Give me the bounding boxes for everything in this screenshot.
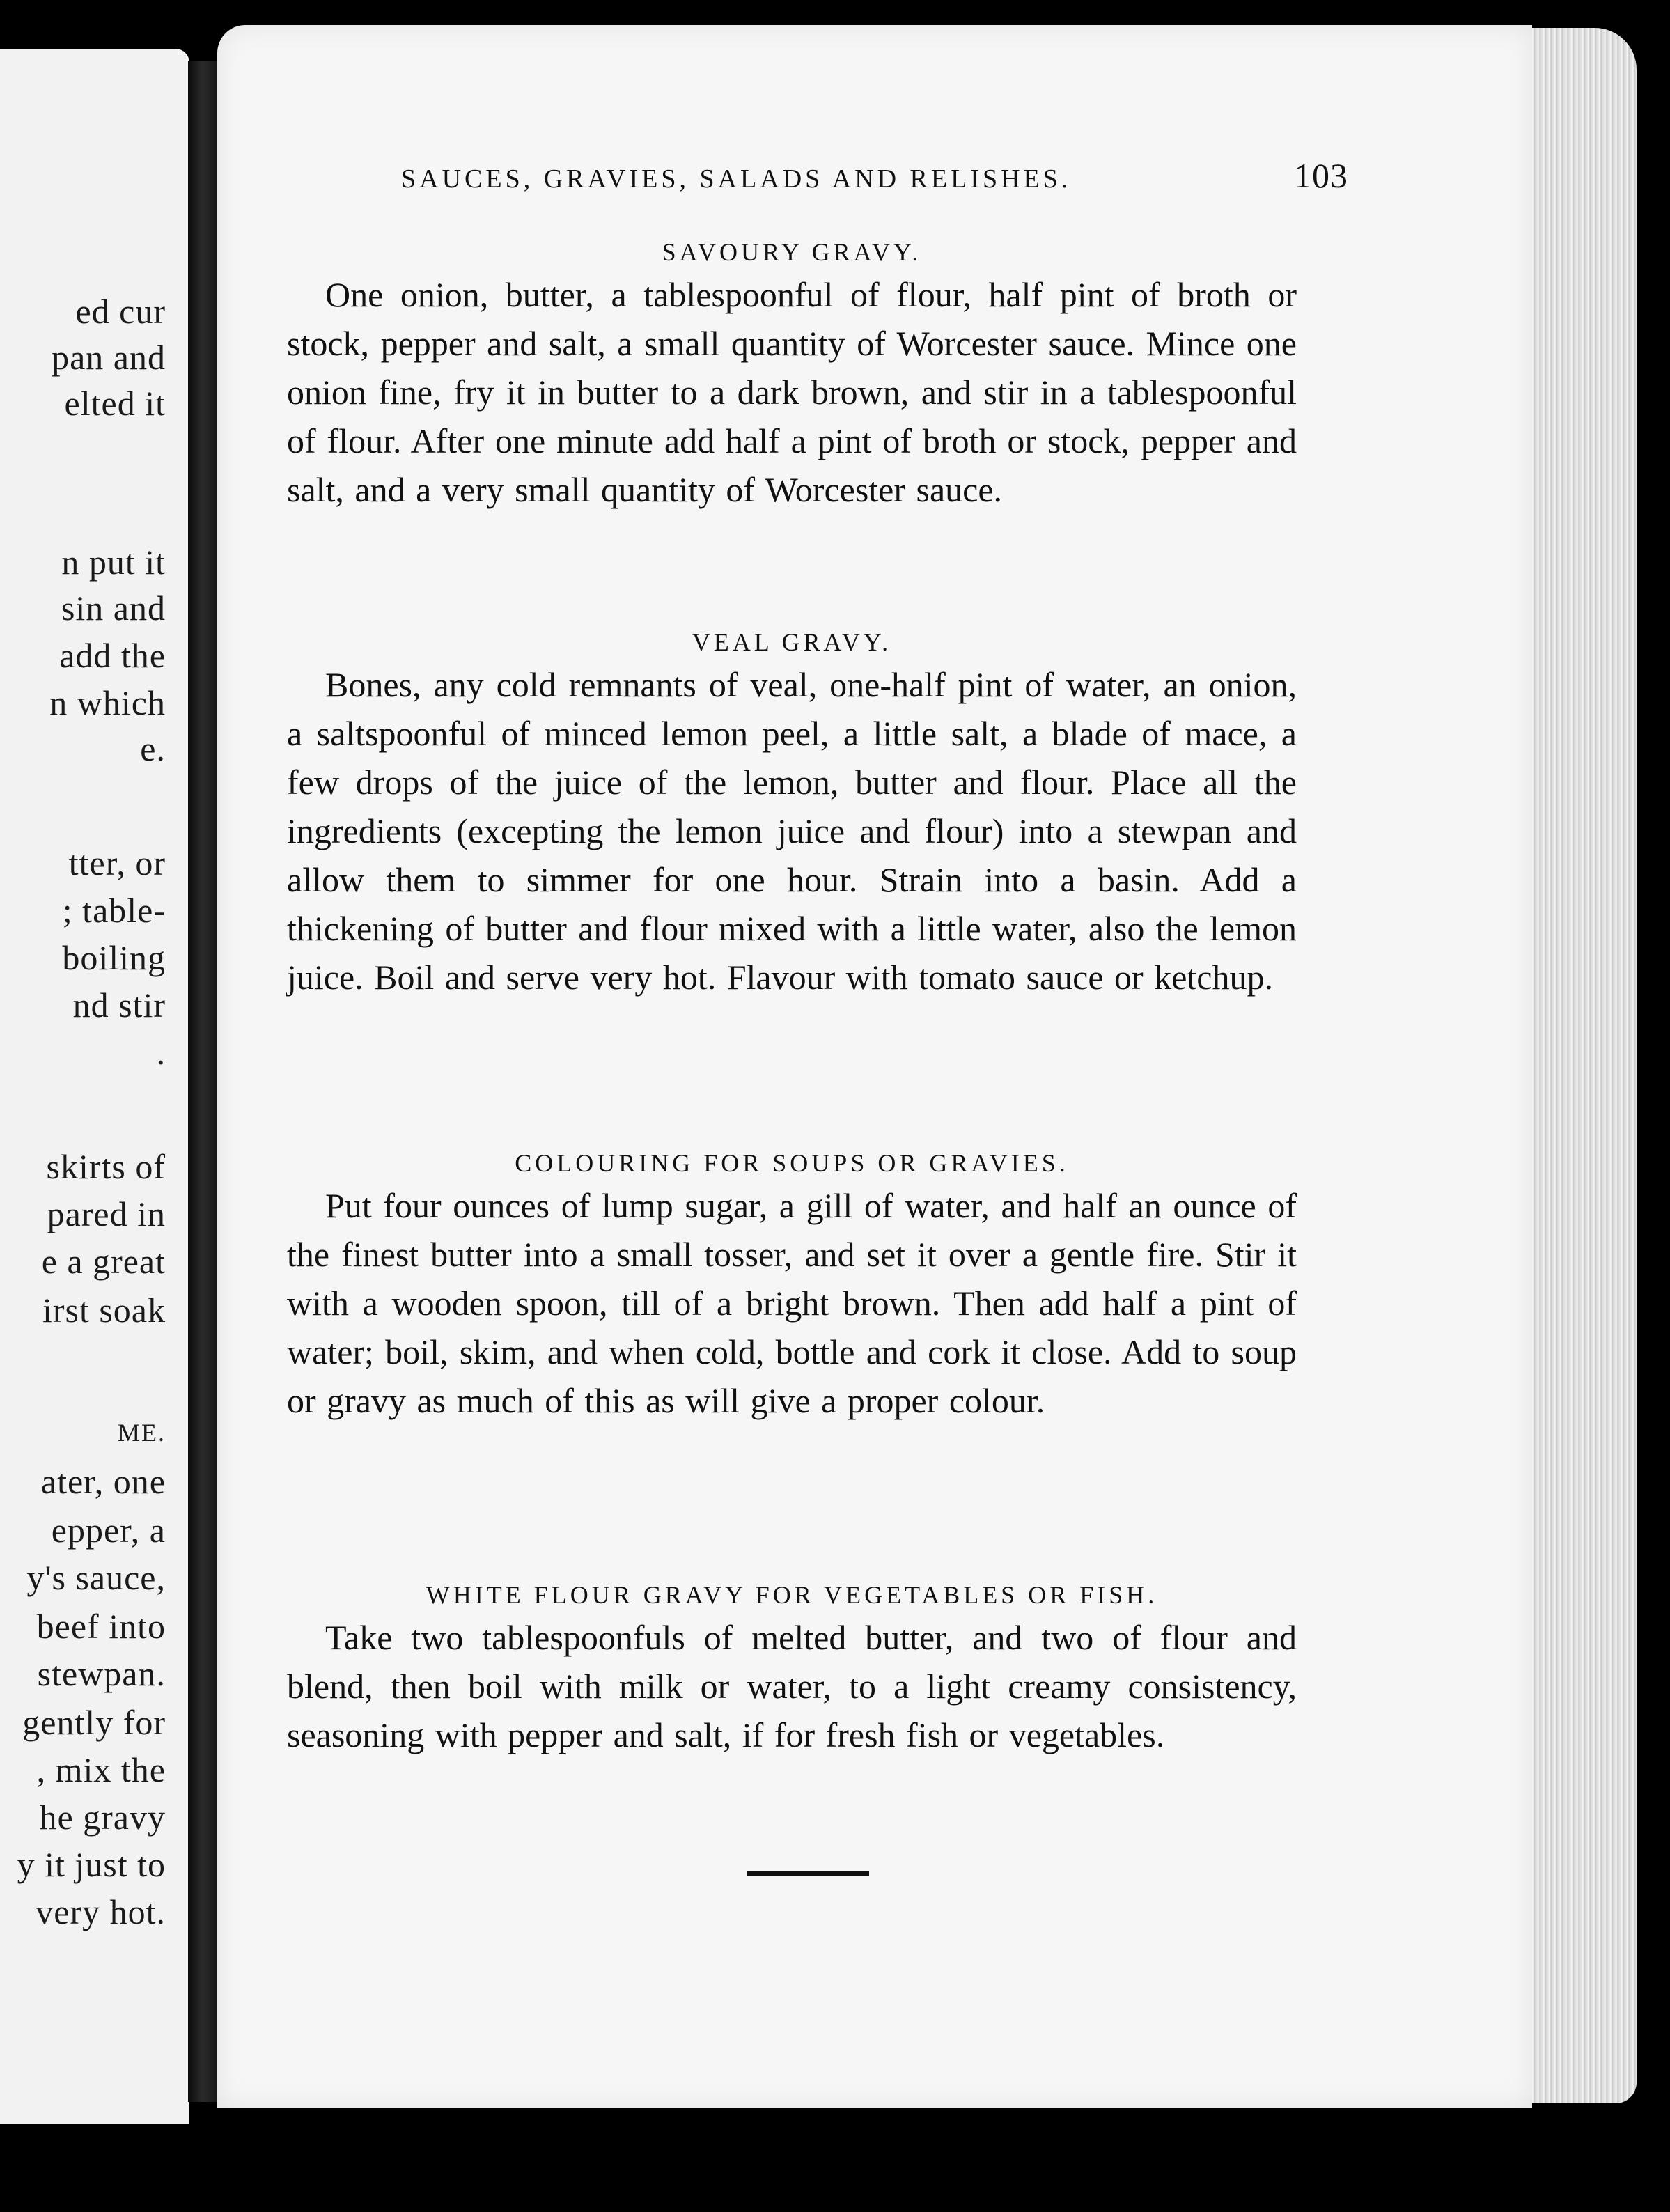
left-page-line: y it just to (17, 1845, 166, 1884)
recipe-body: Take two tablespoonfuls of melted butter, and two of flour and blend, then boil with milk or water, to a light creamy consistency, seasoning with pepper and salt, if for fresh fish or vegetables. (287, 1618, 1297, 1754)
left-page-line: . (156, 1033, 166, 1072)
book-page (217, 25, 1532, 2108)
left-page-line: tter, or (68, 843, 166, 882)
recipe-heading: WHITE FLOUR GRAVY FOR VEGETABLES OR FISH. (426, 1581, 1158, 1609)
running-title: SAUCES, GRAVIES, SALADS AND RELISHES. (401, 164, 1072, 194)
book-gutter (188, 61, 220, 2102)
left-page-line: very hot. (36, 1892, 166, 1931)
left-page-line: ater, one (40, 1462, 166, 1501)
left-page-line: nd stir (72, 986, 166, 1025)
recipe-savoury-gravy (287, 234, 1297, 514)
left-page-line: n which (49, 683, 166, 722)
left-page-line: stewpan. (37, 1654, 166, 1693)
left-page-line: ME. (118, 1419, 166, 1447)
left-page-line: beef into (36, 1607, 166, 1646)
recipe-body: One onion, butter, a tablespoonful of flour, half pint of broth or stock, pepper and salt, a small quantity of Worcester sauce. Mince one onion fine, fry it in butter to a dark brown, and stir in a tablespoonful of flour. After one minute add half a pint of broth or stock, pepper and salt, and a very small quantity of Worcester sauce. (287, 275, 1297, 509)
left-page-line: pan and (52, 338, 166, 377)
left-page-line: pared in (47, 1194, 166, 1233)
left-page-line: ed cur (75, 292, 166, 331)
recipe-heading: COLOURING FOR SOUPS OR GRAVIES. (515, 1149, 1069, 1177)
recipe-body: Put four ounces of lump sugar, a gill of water, and half an ounce of the finest butter into a small tosser, and set it over a gentle fire. Stir it with a wooden spoon, till of a bright brown. Then add half a pint of water; boil, skim, and when cold, bottle and cork it close. Add to soup or gravy as much of this as will give a proper colour. (287, 1186, 1297, 1420)
running-header (401, 155, 1348, 196)
recipe-white-flour-gravy (287, 1577, 1297, 1759)
recipe-body: Bones, any cold remnants of veal, one-half pint of water, an onion, a saltspoonful of minced lemon peel, a little salt, a blade of mace, a few drops of the juice of the lemon, butter and flour. Place all the ingredients (excepting the lemon juice and flour) into a stewpan and allow them to simmer for one hour. Strain into a basin. Add a thickening of butter and flour mixed with a little water, also the lemon juice. Boil and serve very hot. Flavour with tomato sauce or ketchup. (287, 665, 1297, 997)
recipe-heading: VEAL GRAVY. (692, 628, 892, 656)
page-number: 103 (1294, 156, 1348, 195)
left-page-line: irst soak (42, 1291, 166, 1330)
left-page-line: e. (140, 729, 166, 768)
left-page-line: y's sauce, (26, 1558, 166, 1597)
left-page-line: ; table- (62, 891, 166, 930)
left-page-line: gently for (22, 1703, 166, 1742)
recipe-colouring (287, 1145, 1297, 1425)
left-page-line: elted it (64, 384, 166, 423)
recipe-heading: SAVOURY GRAVY. (662, 238, 922, 266)
left-page-fragment (0, 49, 189, 2124)
end-rule (747, 1871, 869, 1876)
left-page-line: he gravy (39, 1798, 166, 1837)
left-page-line: e a great (41, 1242, 166, 1281)
left-page-line: skirts of (46, 1147, 166, 1186)
left-page-line: , mix the (36, 1750, 166, 1789)
left-page-line: epper, a (51, 1511, 166, 1550)
left-page-line: n put it (61, 543, 166, 582)
left-page-line: boiling (62, 938, 166, 977)
left-page-line: sin and (61, 589, 166, 628)
left-page-line: add the (59, 636, 166, 675)
recipe-veal-gravy (287, 624, 1297, 1002)
